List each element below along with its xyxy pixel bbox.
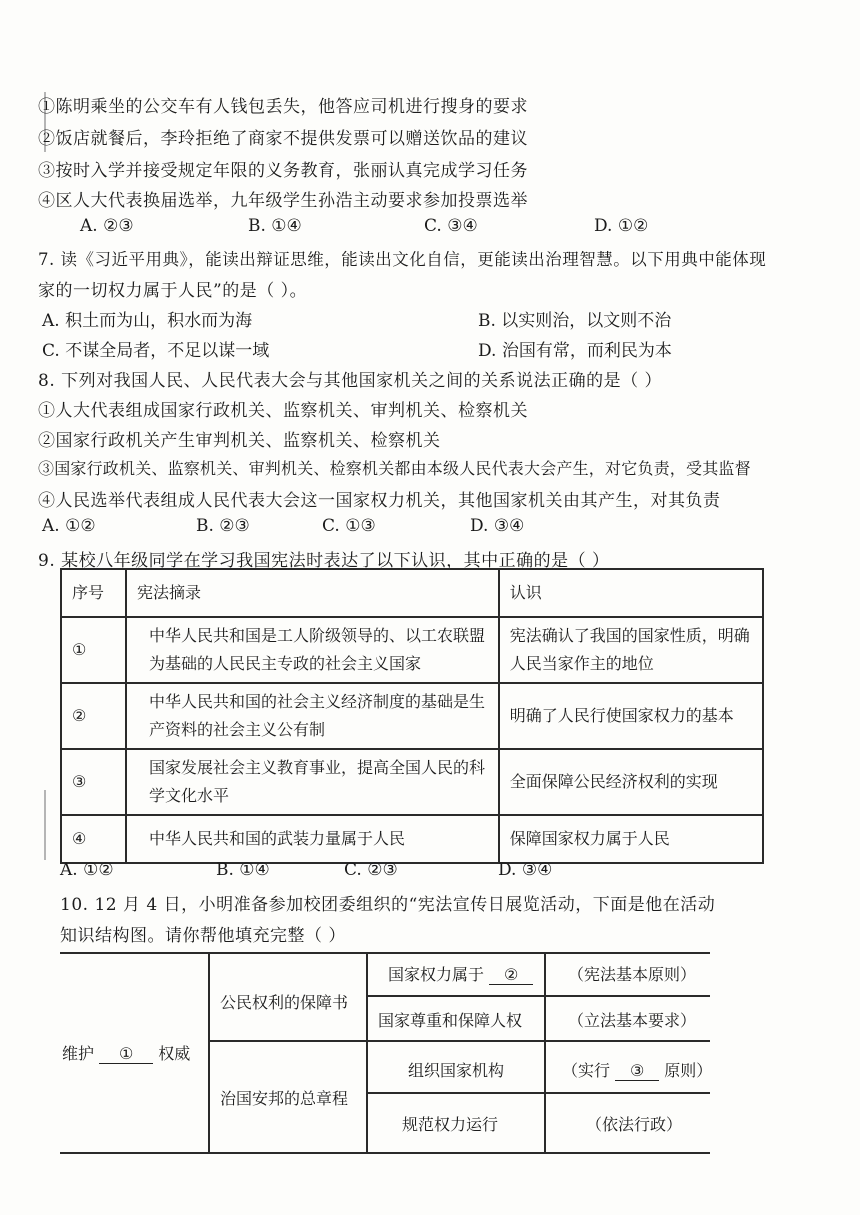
q8-item-1: ①人大代表组成国家行政机关、监察机关、审判机关、检察机关 — [38, 401, 528, 421]
row-number: ② — [61, 683, 126, 749]
row-excerpt: 中华人民共和国的社会主义经济制度的基础是生产资料的社会主义公有制 — [126, 683, 499, 749]
q6-option-c: C. ③④ — [424, 216, 478, 236]
diagram-leaf-2-note: （立法基本要求） — [568, 1011, 697, 1030]
leaf1-blank: ② — [489, 965, 533, 985]
q7-option-a: A. 积土而为山，积水而为海 — [42, 311, 253, 331]
q7-stem-line1: 7. 读《习近平用典》，能读出辩证思维，能读出文化自信，更能读出治理智慧。以下用典中能体现 — [38, 250, 767, 269]
diagram-divider — [366, 995, 710, 997]
diagram-leaf-4: 规范权力运行 — [402, 1115, 499, 1134]
q9-option-c: C. ②③ — [344, 860, 398, 880]
q7-stem-line2: 家的一切权力属于人民”的是（ ）。 — [38, 281, 308, 301]
row-view: 宪法确认了我国的国家性质，明确人民当家作主的地位 — [499, 617, 763, 683]
q7-option-b: B. 以实则治，以文则不治 — [478, 311, 672, 331]
header-view: 认识 — [499, 569, 763, 617]
q9-option-b: B. ①④ — [216, 860, 270, 880]
row-number: ④ — [61, 815, 126, 863]
diagram-divider — [366, 1092, 710, 1094]
q6-option-a: A. ②③ — [80, 216, 134, 236]
leaf3-note-prefix: （实行 — [562, 1061, 611, 1080]
row-number: ① — [61, 617, 126, 683]
diagram-divider — [208, 952, 210, 1154]
q8-item-4: ④人民选举代表组成人民代表大会这一国家权力机关，其他国家机关由其产生，对其负责 — [38, 491, 721, 511]
header-excerpt: 宪法摘录 — [126, 569, 499, 617]
leaf1-prefix: 国家权力属于 — [388, 965, 485, 984]
diagram-border-bottom — [60, 1152, 710, 1154]
q8-item-3: ③国家行政机关、监察机关、审判机关、检察机关都由本级人民代表大会产生，对它负责，受其监督 — [38, 459, 751, 478]
q8-option-b: B. ②③ — [196, 516, 250, 536]
q8-option-a: A. ①② — [42, 516, 96, 536]
diagram-root — [62, 1041, 190, 1064]
diagram-divider — [544, 952, 546, 1154]
diagram-leaf-3-note — [562, 1058, 712, 1081]
q8-option-c: C. ①③ — [322, 516, 376, 536]
q6-item-4: ④区人大代表换届选举，九年级学生孙浩主动要求参加投票选举 — [38, 191, 528, 211]
header-number: 序号 — [61, 569, 126, 617]
q6-item-3: ③按时入学并接受规定年限的义务教育，张丽认真完成学习任务 — [38, 161, 528, 181]
diagram-border-top — [60, 952, 710, 954]
q7-option-d: D. 治国有常，而利民为本 — [478, 341, 672, 361]
q6-option-d: D. ①② — [594, 216, 649, 236]
row-view: 全面保障公民经济权利的实现 — [499, 749, 763, 815]
row-excerpt: 中华人民共和国是工人阶级领导的、以工农联盟为基础的人民民主专政的社会主义国家 — [126, 617, 499, 683]
leaf3-note-suffix: 原则） — [664, 1061, 713, 1080]
diagram-branch-1: 公民权利的保障书 — [220, 993, 349, 1012]
q9-option-d: D. ③④ — [498, 860, 553, 880]
q8-option-d: D. ③④ — [470, 516, 525, 536]
q7-option-c: C. 不谋全局者，不足以谋一域 — [42, 341, 270, 361]
diagram-branch-2: 治国安邦的总章程 — [220, 1089, 349, 1108]
root-prefix: 维护 — [62, 1044, 95, 1063]
diagram-divider — [366, 952, 368, 1154]
q10-stem-line2: 知识结构图。请你帮他填充完整（ ） — [60, 926, 346, 946]
row-number: ③ — [61, 749, 126, 815]
leaf3-blank: ③ — [615, 1061, 659, 1081]
root-blank: ① — [99, 1044, 153, 1064]
q6-item-2: ②饭店就餐后，李玲拒绝了商家不提供发票可以赠送饮品的建议 — [38, 129, 528, 149]
q6-item-1: ①陈明乘坐的公交车有人钱包丢失，他答应司机进行搜身的要求 — [38, 97, 528, 117]
q6-option-b: B. ①④ — [248, 216, 302, 236]
diagram-leaf-3: 组织国家机构 — [408, 1061, 505, 1080]
diagram-leaf-1 — [388, 962, 533, 985]
row-excerpt: 中华人民共和国的武装力量属于人民 — [126, 815, 499, 863]
root-suffix: 权威 — [158, 1044, 191, 1063]
q9-option-a: A. ①② — [60, 860, 114, 880]
row-excerpt: 国家发展社会主义教育事业，提高全国人民的科学文化水平 — [126, 749, 499, 815]
q8-stem: 8. 下列对我国人民、人民代表大会与其他国家机关之间的关系说法正确的是（ ） — [38, 371, 663, 391]
q10-stem-line1: 10. 12 月 4 日，小明准备参加校团委组织的“宪法宣传日展览活动，下面是他在活动 — [60, 895, 716, 915]
diagram-leaf-2: 国家尊重和保障人权 — [378, 1011, 523, 1030]
diagram-leaf-1-note: （宪法基本原则） — [568, 965, 697, 984]
q9-stem: 9. 某校八年级同学在学习我国宪法时表达了以下认识，其中正确的是（ ） — [38, 551, 610, 571]
row-view: 保障国家权力属于人民 — [499, 815, 763, 863]
q8-item-2: ②国家行政机关产生审判机关、监察机关、检察机关 — [38, 431, 441, 451]
diagram-leaf-4-note: （依法行政） — [586, 1115, 683, 1134]
diagram-divider — [208, 1040, 710, 1042]
row-view: 明确了人民行使国家权力的基本 — [499, 683, 763, 749]
